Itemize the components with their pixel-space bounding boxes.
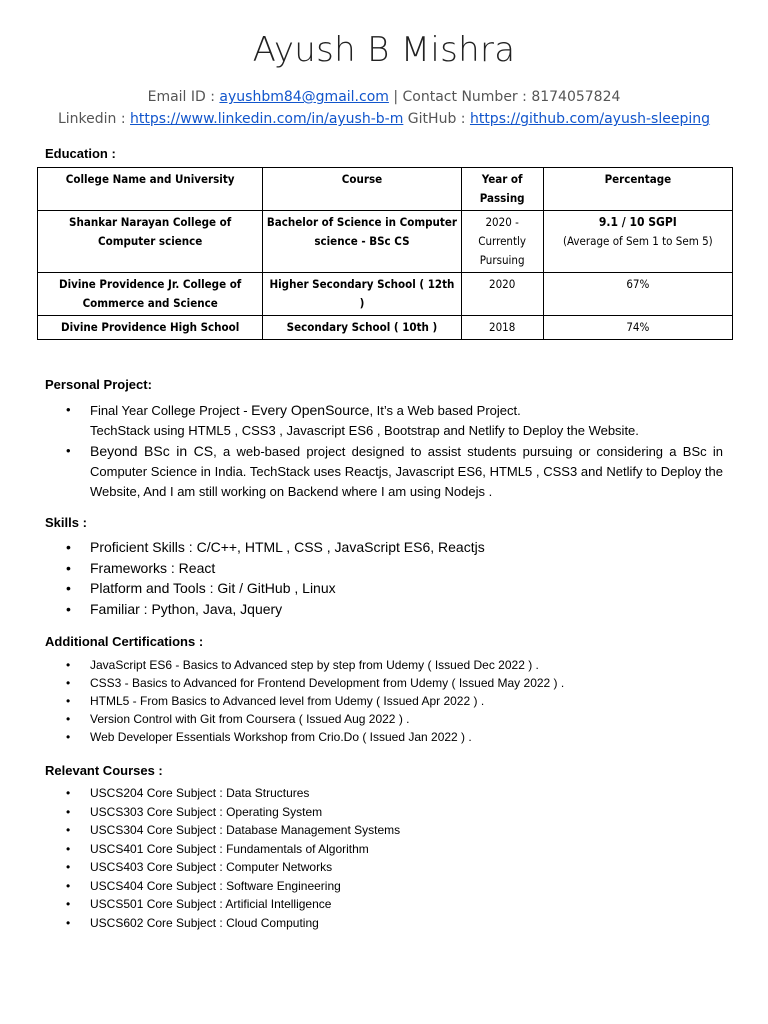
column-header: College Name and University: [38, 168, 263, 211]
list-item: [46, 441, 723, 502]
education-table: [37, 167, 733, 340]
linkedin-label: Linkedin :: [57, 111, 131, 127]
email-link[interactable]: ayushbm84@gmail.com: [219, 89, 389, 105]
table-cell: 2020 - Currently Pursuing: [461, 211, 543, 273]
certifications-heading: Additional Certifications :: [45, 634, 204, 649]
skills-list: [46, 537, 723, 619]
table-row: [38, 211, 733, 273]
list-item: • USCS602 Core Subject : Cloud Computing: [46, 914, 723, 933]
percentage-note: (Average of Sem 1 to Sem 5): [562, 234, 713, 248]
table-cell: Shankar Narayan College of Computer science: [38, 211, 263, 273]
table-cell: Bachelor of Science in Computer science - BSc CS: [263, 211, 461, 273]
project-desc: , It’s a Web based Project.: [369, 403, 521, 418]
column-header: Percentage: [543, 168, 732, 211]
list-item: • USCS204 Core Subject : Data Structures: [46, 784, 723, 803]
list-item: • Familiar : Python, Java, Jquery: [46, 599, 723, 620]
education-heading: Education :: [45, 146, 116, 161]
contact-line: [0, 89, 768, 105]
project-name: Beyond BSc in CS: [90, 443, 214, 459]
project-desc: , a web-based project designed to assist students pursuing or considering a BSc in Computer Science in India. TechStack uses Reactjs, Javascript ES6, HTML5 , CSS3 and Netlify to Deploy the Website, And I am still working on Backend where I am using Nodejs .: [90, 444, 723, 499]
percentage-value: 9.1 / 10 SGPI: [598, 215, 677, 229]
github-label: GitHub :: [403, 111, 470, 127]
list-item: [46, 400, 723, 441]
phone-number: 8174057824: [531, 89, 621, 105]
table-cell: Divine Providence High School: [38, 316, 263, 340]
certifications-list: [46, 656, 723, 746]
table-cell: [543, 211, 732, 273]
personal-project-heading: Personal Project:: [45, 377, 152, 392]
table-cell: 2020: [461, 273, 543, 316]
resume-name: Ayush B Mishra: [252, 30, 516, 70]
project-name: Every OpenSource: [251, 402, 370, 418]
links-line: [0, 111, 768, 127]
list-item: • USCS403 Core Subject : Computer Networks: [46, 858, 723, 877]
table-row: [38, 273, 733, 316]
table-header-row: [38, 168, 733, 211]
list-item: • USCS401 Core Subject : Fundamentals of Algorithm: [46, 840, 723, 859]
contact-number-label: | Contact Number :: [388, 89, 532, 105]
table-cell: Divine Providence Jr. College of Commerce and Science: [38, 273, 263, 316]
list-item: • Frameworks : React: [46, 558, 723, 579]
email-label: Email ID :: [147, 89, 220, 105]
list-item: • USCS501 Core Subject : Artificial Intelligence: [46, 895, 723, 914]
column-header: Year of Passing: [461, 168, 543, 211]
skills-heading: Skills :: [45, 515, 87, 530]
list-item: • JavaScript ES6 - Basics to Advanced step by step from Udemy ( Issued Dec 2022 ) .: [46, 656, 723, 674]
list-item: • Version Control with Git from Coursera ( Issued Aug 2022 ) .: [46, 710, 723, 728]
project-lead: Final Year College Project -: [90, 403, 252, 418]
project-list: [46, 400, 723, 502]
column-header: Course: [263, 168, 461, 211]
list-item: • CSS3 - Basics to Advanced for Frontend Development from Udemy ( Issued May 2022 ) .: [46, 674, 723, 692]
table-cell: Secondary School ( 10th ): [263, 316, 461, 340]
github-link[interactable]: https://github.com/ayush-sleeping: [469, 111, 711, 127]
table-cell: 74%: [543, 316, 732, 340]
list-item: • Proficient Skills : C/C++, HTML , CSS , JavaScript ES6, Reactjs: [46, 537, 723, 558]
table-row: [38, 316, 733, 340]
list-item: • HTML5 - From Basics to Advanced level from Udemy ( Issued Apr 2022 ) .: [46, 692, 723, 710]
list-item: • USCS303 Core Subject : Operating System: [46, 803, 723, 822]
courses-list: [46, 784, 723, 932]
table-cell: 2018: [461, 316, 543, 340]
project-techstack: TechStack using HTML5 , CSS3 , Javascript ES6 , Bootstrap and Netlify to Deploy the Website.: [90, 423, 639, 438]
linkedin-link[interactable]: https://www.linkedin.com/in/ayush-b-m: [130, 111, 404, 127]
table-cell: Higher Secondary School ( 12th ): [263, 273, 461, 316]
list-item: • USCS404 Core Subject : Software Engineering: [46, 877, 723, 896]
list-item: • Platform and Tools : Git / GitHub , Linux: [46, 578, 723, 599]
table-cell: 67%: [543, 273, 732, 316]
list-item: • Web Developer Essentials Workshop from Crio.Do ( Issued Jan 2022 ) .: [46, 728, 723, 746]
courses-heading: Relevant Courses :: [45, 763, 163, 778]
list-item: • USCS304 Core Subject : Database Management Systems: [46, 821, 723, 840]
